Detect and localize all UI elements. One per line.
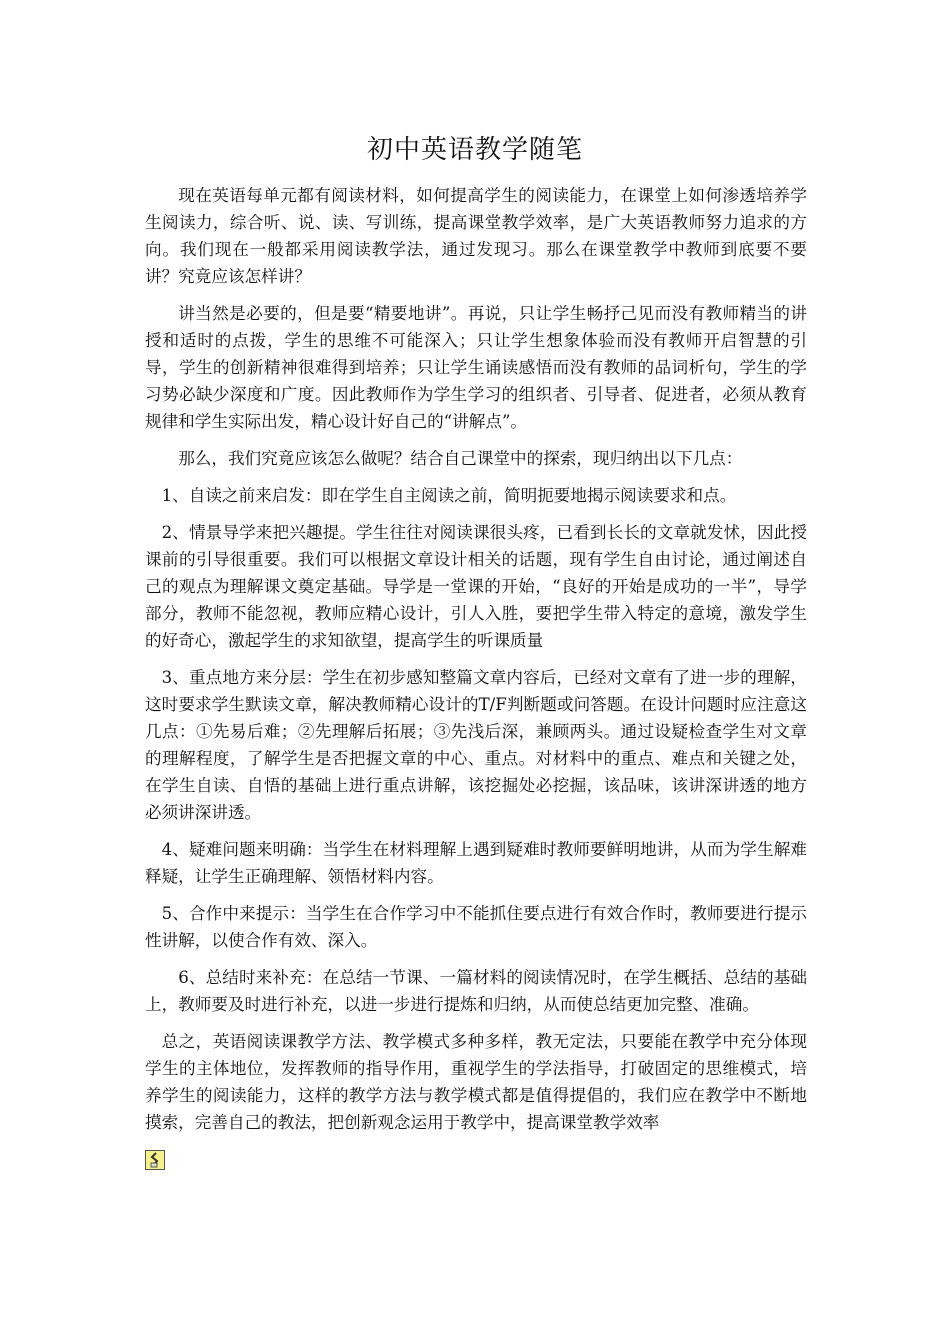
list-item: 3、重点地方来分层：学生在初步感知整篇文章内容后，已经对文章有了进一步的理解，这时要求学生默读文章，解决教师精心设计的T/F判断题或问答题。在设计问题时应注意这几点：①先易后难；②先理解后拓展；③先浅后深，兼顾两头。通过设疑检查学生对文章的理解程度，了解学生是否把握文章的中心、重点。对材料中的重点、难点和关键之处，在学生自读、自悟的基础上进行重点讲解，该挖掘处必挖掘，该品味，该讲深讲透的地方必须讲深讲透。: [145, 668, 807, 822]
conclusion-paragraph: 总之，英语阅读课教学方法、教学模式多种多样，教无定法，只要能在教学中充分体现学生的主体地位，发挥教师的指导作用，重视学生的学法指导，打破固定的思维模式，培养学生的阅读能力，这样的教学方法与教学模式都是值得提倡的，我们应在教学中不断地摸索，完善自己的教法，把创新观念运用于教学中，提高课堂教学效率: [145, 1032, 807, 1132]
embedded-object-icon[interactable]: [145, 1150, 165, 1170]
list-item: 5、合作中来提示：当学生在合作学习中不能抓住要点进行有效合作时，教师要进行提示性讲解，以使合作有效、深入。: [145, 904, 807, 950]
document-body: [145, 182, 807, 1170]
intro-paragraph: 现在英语每单元都有阅读材料，如何提高学生的阅读能力，在课堂上如何渗透培养学生阅读力，综合听、说、读、写训练，提高课堂教学效率，是广大英语教师努力追求的方向。我们现在一般都采用阅读教学法，通过发现习。那么在课堂教学中教师到底要不要讲？究竟应该怎样讲？: [145, 186, 807, 286]
list-item: 1、自读之前来启发：即在学生自主阅读之前，简明扼要地揭示阅读要求和点。: [161, 486, 737, 505]
lead-in-paragraph: 那么，我们究竟应该怎么做呢？结合自己课堂中的探索，现归纳出以下几点：: [178, 449, 743, 468]
embedded-object-glyph-icon: [148, 1152, 162, 1168]
list-item: 4、疑难问题来明确：当学生在材料理解上遇到疑难时教师要鲜明地讲，从而为学生解难释疑，让学生正确理解、领悟材料内容。: [145, 840, 807, 886]
document-title: 初中英语教学随笔: [366, 135, 583, 165]
list-item: 2、情景导学来把兴趣提。学生往往对阅读课很头疼，已看到长长的文章就发怵，因此授课前的引导很重要。我们可以根据文章设计相关的话题，现有学生自由讨论，通过阐述自己的观点为理解课文奠定基础。导学是一堂课的开始，“良好的开始是成功的一半”，导学部分，教师不能忽视，教师应精心设计，引人入胜，要把学生带入特定的意境，激发学生的好奇心，激起学生的求知欲望，提高学生的听课质量: [145, 523, 807, 650]
list-item: 6、总结时来补充：在总结一节课、一篇材料的阅读情况时，在学生概括、总结的基础上，教师要及时进行补充，以进一步进行提炼和归纳，从而使总结更加完整、准确。: [145, 968, 807, 1014]
explanation-paragraph: 讲当然是必要的，但是要“精要地讲”。再说，只让学生畅抒己见而没有教师精当的讲授和适时的点拨，学生的思维不可能深入；只让学生想象体验而没有教师开启智慧的引导，学生的创新精神很难得到培养；只让学生诵读感悟而没有教师的品词析句，学生的学习势必缺少深度和广度。因此教师作为学生学习的组织者、引导者、促进者，必须从教育规律和学生实际出发，精心设计好自己的“讲解点”。: [145, 304, 807, 431]
